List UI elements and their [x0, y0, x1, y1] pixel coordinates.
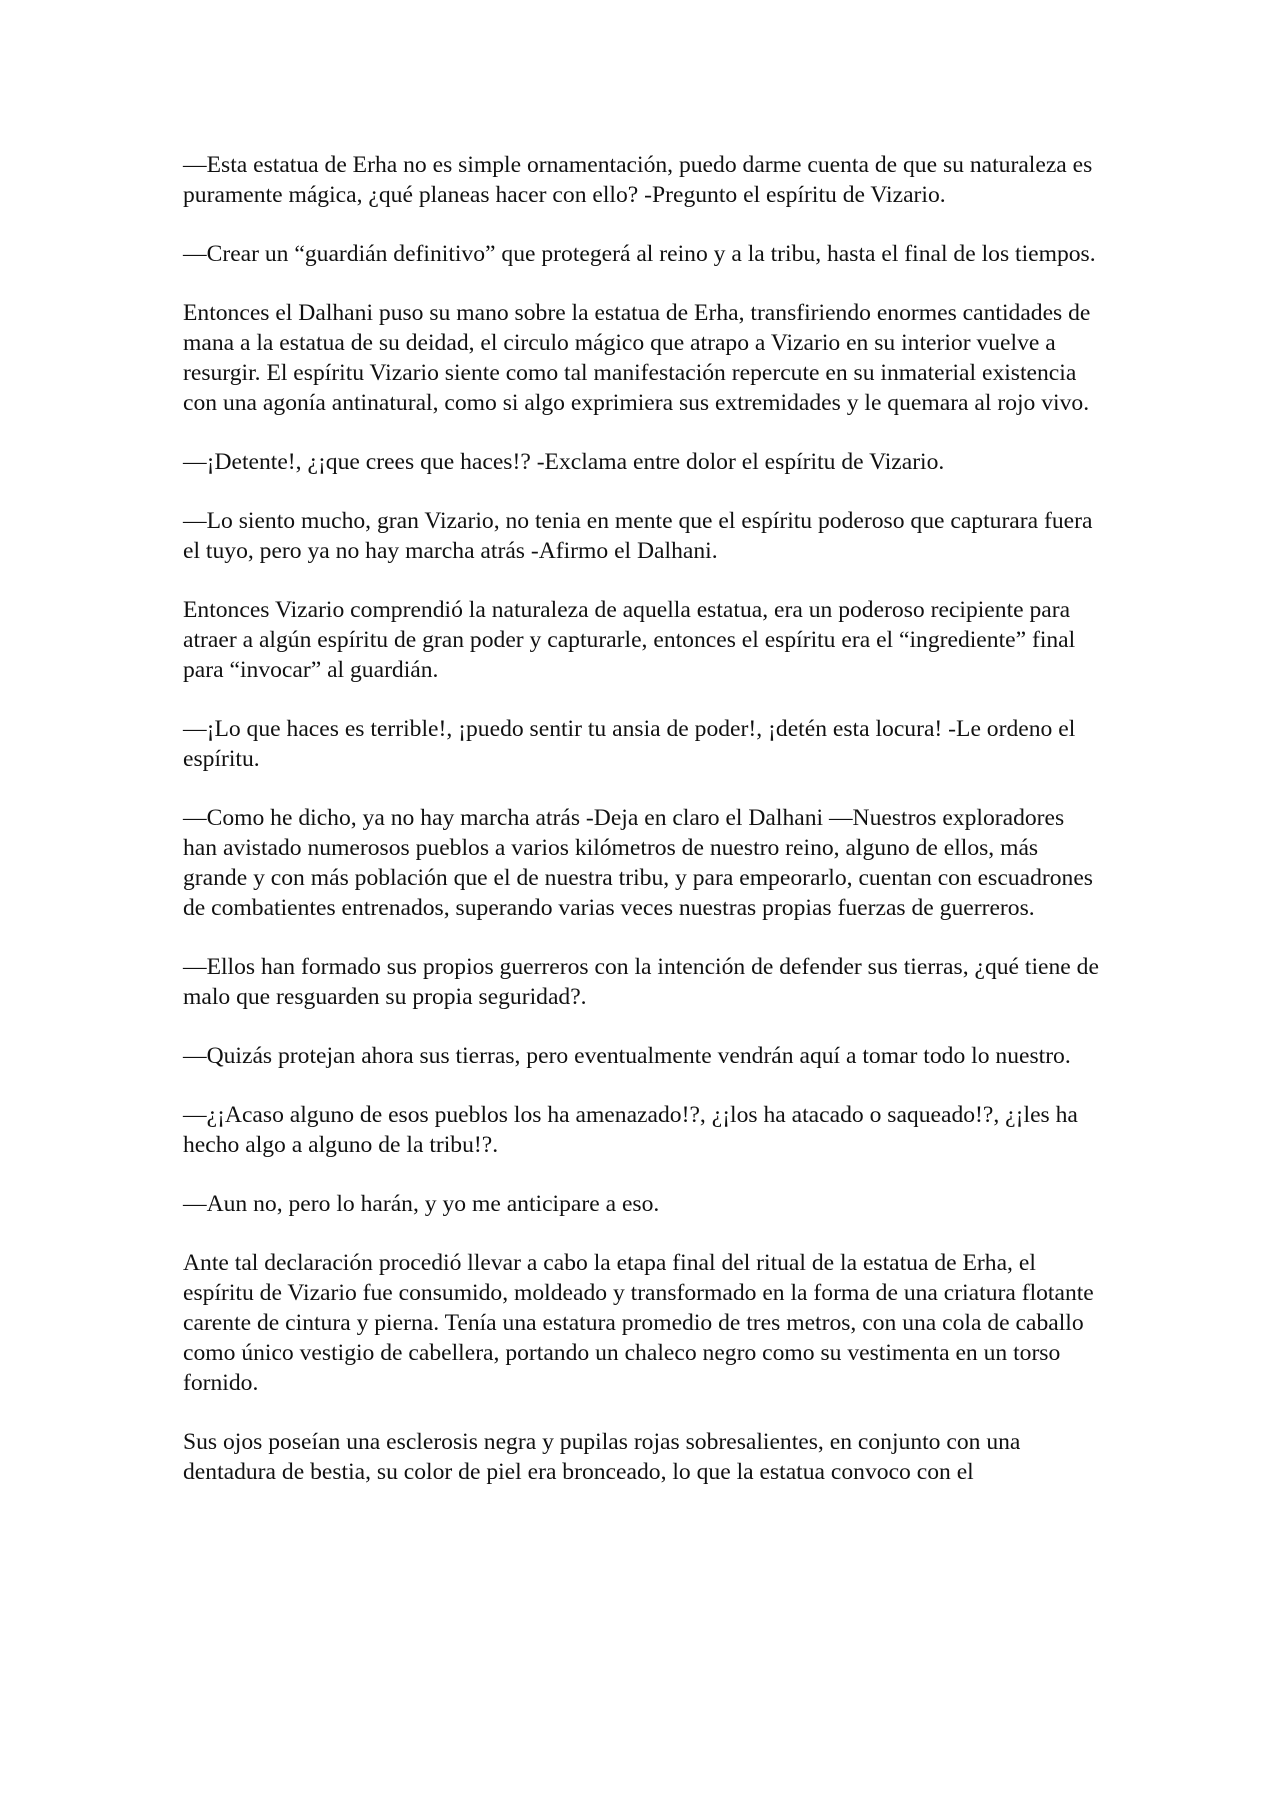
paragraph-2: —Crear un “guardián definitivo” que protegerá al reino y a la tribu, hasta el final de los tiempos.	[183, 241, 1096, 267]
paragraph-6: Entonces Vizario comprendió la naturaleza de aquella estatua, era un poderoso recipiente para atraer a algún espíritu de gran poder y capturarle, entonces el espíritu era el “ingrediente” final para “invocar” al guardián.	[183, 597, 1076, 683]
paragraph-9: —Ellos han formado sus propios guerreros con la intención de defender sus tierras, ¿qué tiene de malo que resguarden su propia seguridad?.	[183, 954, 1099, 1010]
document-body	[183, 150, 1100, 1516]
paragraph-7: —¡Lo que haces es terrible!, ¡puedo sentir tu ansia de poder!, ¡detén esta locura! -Le ordeno el espíritu.	[183, 716, 1076, 772]
paragraph-11: —¿¡Acaso alguno de esos pueblos los ha amenazado!?, ¿¡los ha atacado o saqueado!?, ¿¡les ha hecho algo a alguno de la tribu!?.	[183, 1102, 1078, 1158]
paragraph-4: —¡Detente!, ¿¡que crees que haces!? -Exclama entre dolor el espíritu de Vizario.	[183, 449, 945, 475]
paragraph-10: —Quizás protejan ahora sus tierras, pero eventualmente vendrán aquí a tomar todo lo nuestro.	[183, 1043, 1071, 1069]
paragraph-13: Ante tal declaración procedió llevar a cabo la etapa final del ritual de la estatua de Erha, el espíritu de Vizario fue consumido, moldeado y transformado en la forma de una criatura flotante carente de cintura y pierna. Tenía una estatura promedio de tres metros, con una cola de caballo como único vestigio de cabellera, portando un chaleco negro como su vestimenta en un torso fornido.	[183, 1250, 1094, 1396]
paragraph-12: —Aun no, pero lo harán, y yo me anticipare a eso.	[183, 1191, 660, 1217]
paragraph-14: Sus ojos poseían una esclerosis negra y pupilas rojas sobresalientes, en conjunto con una dentadura de bestia, su color de piel era bronceado, lo que la estatua convoco con el	[183, 1429, 1021, 1485]
paragraph-1: —Esta estatua de Erha no es simple ornamentación, puedo darme cuenta de que su naturaleza es puramente mágica, ¿qué planeas hacer con ello? -Pregunto el espíritu de Vizario.	[183, 152, 1093, 208]
paragraph-3: Entonces el Dalhani puso su mano sobre la estatua de Erha, transfiriendo enormes cantidades de mana a la estatua de su deidad, el circulo mágico que atrapo a Vizario en su interior vuelve a resurgir. El espíritu Vizario siente como tal manifestación repercute en su inmaterial existencia con una agonía antinatural, como si algo exprimiera sus extremidades y le quemara al rojo vivo.	[183, 300, 1091, 416]
paragraph-5: —Lo siento mucho, gran Vizario, no tenia en mente que el espíritu poderoso que capturara fuera el tuyo, pero ya no hay marcha atrás -Afirmo el Dalhani.	[183, 508, 1093, 564]
paragraph-8: —Como he dicho, ya no hay marcha atrás -Deja en claro el Dalhani —Nuestros exploradores han avistado numerosos pueblos a varios kilómetros de nuestro reino, alguno de ellos, más grande y con más población que el de nuestra tribu, y para empeorarlo, cuentan con escuadrones de combatientes entrenados, superando varias veces nuestras propias fuerzas de guerreros.	[183, 805, 1093, 921]
